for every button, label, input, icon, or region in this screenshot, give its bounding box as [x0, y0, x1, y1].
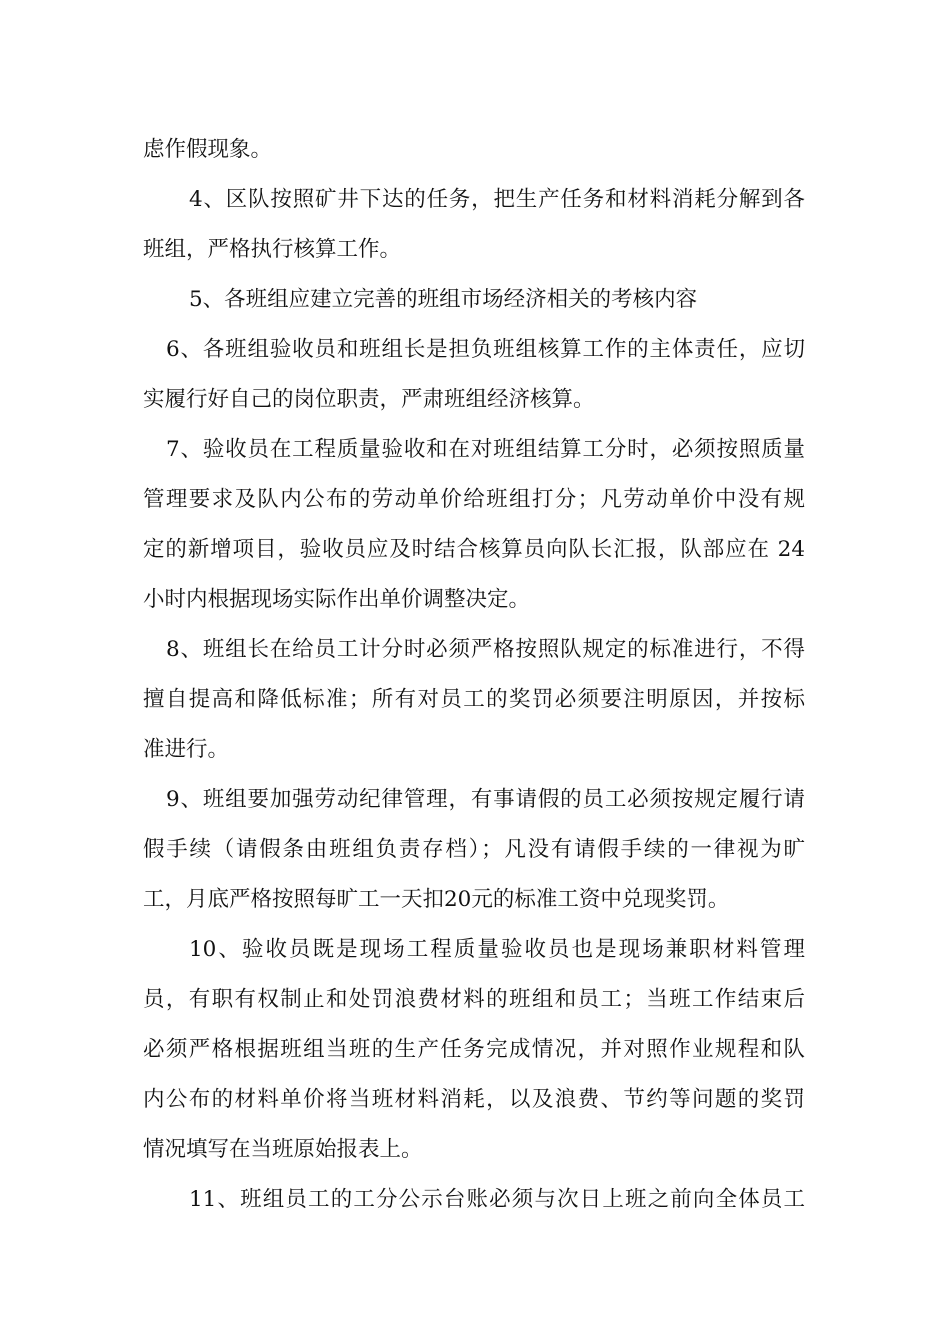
text-line: 管理要求及队内公布的劳动单价给班组打分；凡劳动单价中没有规	[143, 487, 805, 512]
text-line: 9、班组要加强劳动纪律管理，有事请假的员工必须按规定履行请	[166, 787, 805, 812]
text-line: 情况填写在当班原始报表上。	[143, 1137, 423, 1162]
text-line: 8、班组长在给员工计分时必须严格按照队规定的标准进行，不得	[166, 637, 805, 662]
text-line: 准进行。	[143, 737, 230, 762]
text-line: 员，有职有权制止和处罚浪费材料的班组和员工；当班工作结束后	[143, 987, 805, 1012]
text-line: 虑作假现象。	[143, 137, 273, 162]
text-line: 4、区队按照矿井下达的任务，把生产任务和材料消耗分解到各	[189, 187, 805, 212]
text-line: 擅自提高和降低标准；所有对员工的奖罚必须要注明原因，并按标	[143, 687, 805, 712]
text-line: 班组，严格执行核算工作。	[143, 237, 402, 262]
text-line: 假手续（请假条由班组负责存档）；凡没有请假手续的一律视为旷	[143, 837, 805, 862]
text-line: 11、班组员工的工分公示台账必须与次日上班之前向全体员工	[189, 1187, 805, 1212]
text-line: 工，月底严格按照每旷工一天扣20元的标准工资中兑现奖罚。	[143, 887, 730, 912]
text-line: 小时内根据现场实际作出单价调整决定。	[143, 587, 531, 612]
text-line: 10、验收员既是现场工程质量验收员也是现场兼职材料管理	[189, 937, 805, 962]
text-line: 7、验收员在工程质量验收和在对班组结算工分时，必须按照质量	[166, 437, 805, 462]
text-line: 内公布的材料单价将当班材料消耗，以及浪费、节约等问题的奖罚	[143, 1087, 805, 1112]
text-line: 实履行好自己的岗位职责，严肃班组经济核算。	[143, 387, 595, 412]
text-line: 必须严格根据班组当班的生产任务完成情况，并对照作业规程和队	[143, 1037, 805, 1062]
text-line: 定的新增项目，验收员应及时结合核算员向队长汇报，队部应在 24	[143, 537, 805, 562]
text-line: 6、各班组验收员和班组长是担负班组核算工作的主体责任，应切	[166, 337, 805, 362]
text-line: 5、各班组应建立完善的班组市场经济相关的考核内容	[189, 287, 698, 312]
